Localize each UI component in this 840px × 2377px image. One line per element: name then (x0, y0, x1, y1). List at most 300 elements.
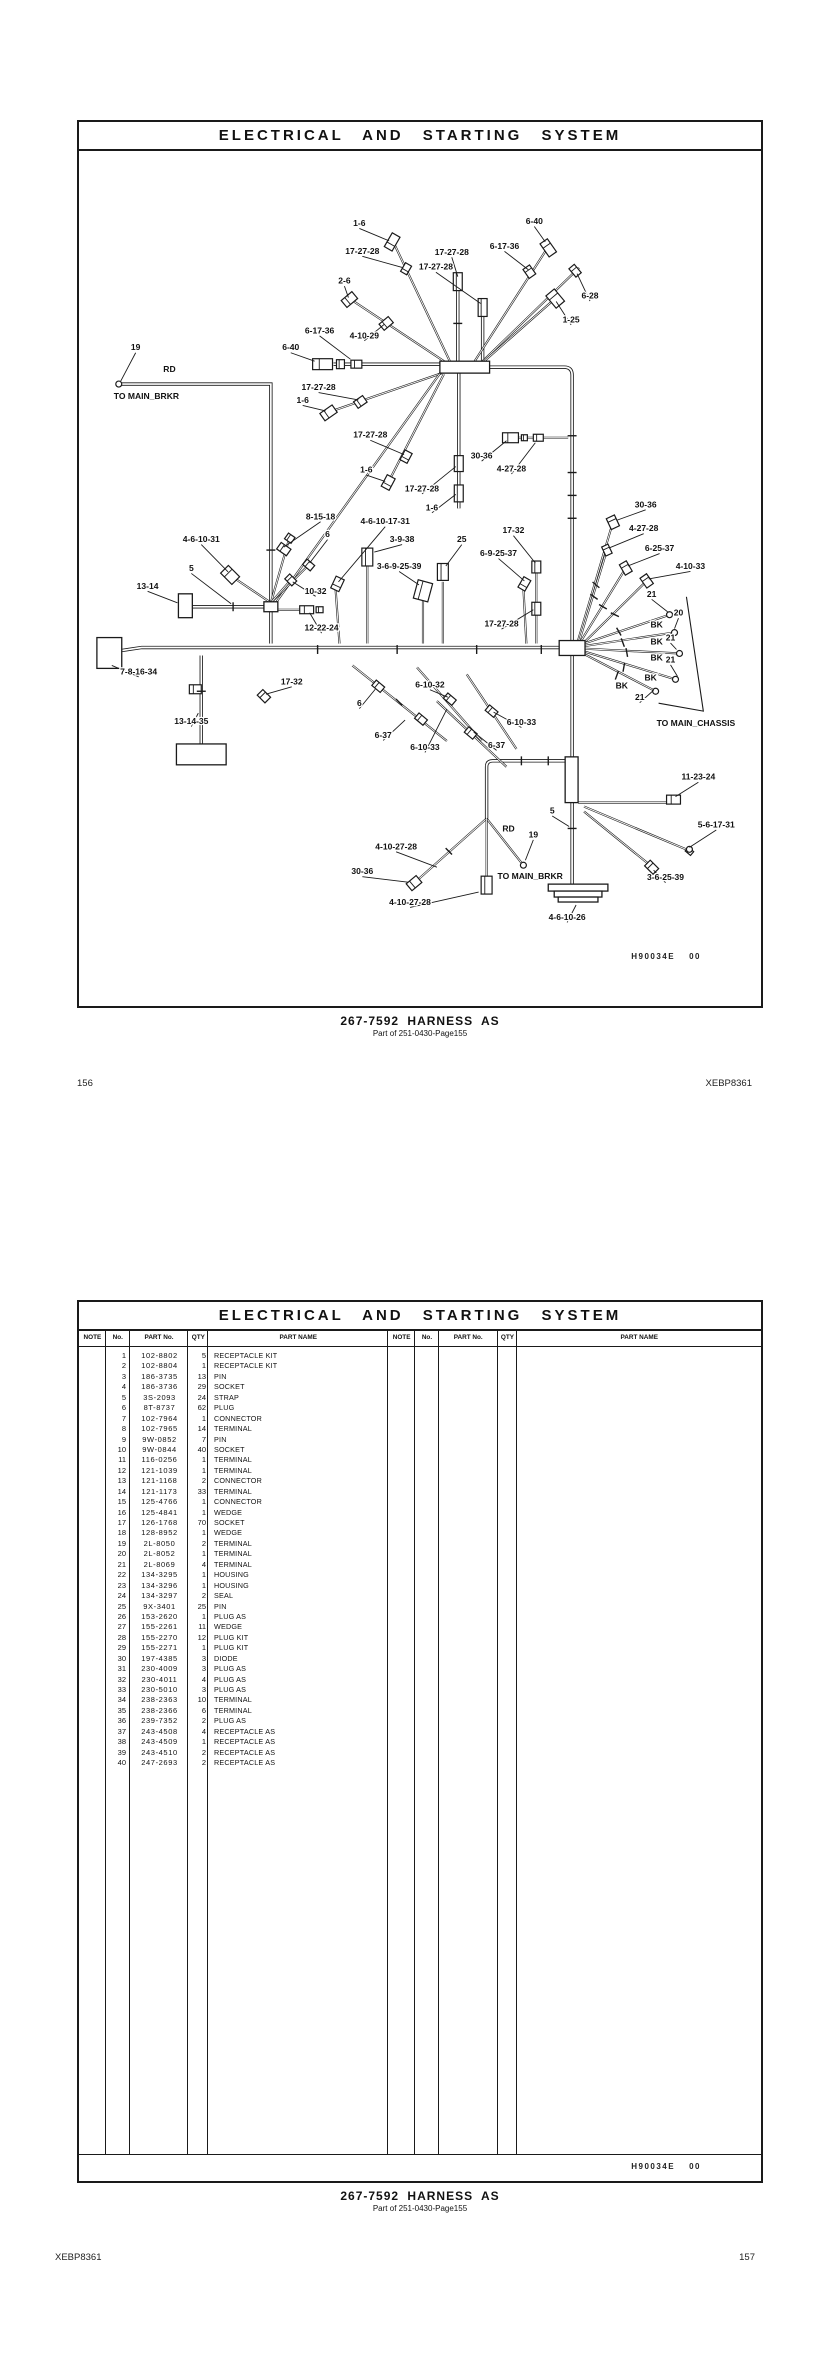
table-cell: PLUG KIT (214, 1632, 249, 1642)
column-header: QTY (191, 1334, 205, 1341)
table-cell: WEDGE (214, 1528, 243, 1538)
diagram-label: 17-32 (280, 676, 303, 687)
table-cell: 1 (201, 1455, 206, 1465)
table-cell: 34 (117, 1695, 126, 1705)
table-cell: 2 (201, 1538, 206, 1548)
table-cell: CONNECTOR (214, 1413, 262, 1423)
table-row (79, 1654, 761, 1664)
diagram-label: 30-36 (634, 499, 657, 510)
table-cell: 1 (201, 1361, 206, 1371)
diagram-label: 1-25 (562, 314, 580, 325)
table-cell: 11 (118, 1455, 126, 1465)
table-cell: 4 (121, 1382, 126, 1392)
diagram-label: 4-10-33 (675, 560, 706, 571)
table-cell (79, 1675, 106, 1685)
table-cell: 2 (201, 1591, 206, 1601)
table-row (79, 1466, 761, 1476)
table-cell: 24 (197, 1392, 206, 1402)
diagram-label: TO MAIN_BRKR (113, 390, 180, 401)
diagram-label: 1-6 (360, 464, 373, 475)
table-cell (79, 1455, 106, 1465)
table-cell: TERMINAL (214, 1705, 252, 1715)
table-cell: TERMINAL (214, 1465, 252, 1475)
table-cell (79, 1695, 106, 1705)
table-row (79, 1695, 761, 1705)
diagram-label: 19 (130, 342, 141, 353)
page1-caption (0, 1014, 840, 1038)
table-cell: 2L-8069 (143, 1559, 176, 1569)
table-row (79, 1351, 761, 1361)
table-cell: RECEPTACLE KIT (214, 1351, 278, 1360)
table-cell: 2 (201, 1747, 206, 1757)
table-cell (79, 1633, 106, 1643)
page2-caption-title: 267-7592 HARNESS AS (340, 2189, 500, 2203)
table-cell: PLUG (214, 1403, 235, 1413)
table-cell: TERMINAL (214, 1455, 252, 1465)
diagram-label: 17-27-28 (345, 245, 380, 256)
table-cell: WEDGE (214, 1622, 243, 1632)
sheet-code-value: H90034E (631, 2162, 676, 2171)
table-cell: CONNECTOR (214, 1497, 262, 1507)
table-cell: 1 (121, 1351, 126, 1360)
table-cell: 1 (201, 1549, 206, 1559)
column-header: NOTE (392, 1334, 411, 1341)
diagram-label: 13-14-35 (174, 716, 209, 727)
table-cell: SOCKET (214, 1518, 245, 1527)
table-cell: 1 (201, 1570, 206, 1580)
table-cell: 19 (117, 1538, 126, 1548)
table-cell: 2L-8052 (143, 1549, 176, 1559)
table-cell: STRAP (214, 1392, 239, 1402)
table-row (79, 1706, 761, 1716)
table-cell: 17 (117, 1518, 126, 1527)
table-cell: SEAL (214, 1591, 234, 1601)
diagram-label: 20 (673, 607, 684, 618)
column-header: NOTE (83, 1334, 102, 1341)
table-cell: SOCKET (214, 1444, 245, 1454)
column-header: No. (421, 1334, 433, 1341)
page1-doc-code: XEBP8361 (705, 1078, 752, 1089)
table-cell: WEDGE (214, 1507, 243, 1517)
table-row (79, 1560, 761, 1570)
table-cell: DIODE (214, 1653, 238, 1663)
table-cell: 153-2620 (141, 1611, 178, 1621)
table-row (79, 1675, 761, 1685)
table-row (79, 1528, 761, 1538)
table-cell: 186-3735 (141, 1371, 178, 1381)
column-header: PART No. (453, 1334, 483, 1341)
table-cell: 126-1768 (141, 1518, 178, 1527)
table-cell (79, 1549, 106, 1559)
table-cell: 36 (117, 1716, 126, 1726)
diagram-label: 4-6-10-31 (182, 534, 220, 545)
table-row (79, 1612, 761, 1622)
table-cell: CONNECTOR (214, 1476, 262, 1486)
table-cell: 102-7965 (141, 1424, 178, 1434)
diagram-label: 6-40 (525, 215, 543, 226)
diagram-label: TO MAIN_BRKR (497, 871, 563, 882)
table-cell: TERMINAL (214, 1549, 252, 1559)
table-cell (79, 1748, 106, 1758)
page1-caption-title: 267-7592 HARNESS AS (340, 1014, 500, 1028)
table-cell (79, 1497, 106, 1507)
table-cell (79, 1758, 106, 1768)
column-header: PART NAME (620, 1334, 658, 1341)
table-cell: 21 (117, 1559, 126, 1569)
table-cell: 12 (197, 1632, 206, 1642)
diagram-label: 17-27-28 (404, 483, 440, 494)
table-cell: 116-0256 (141, 1455, 178, 1465)
diagram-label: 19 (528, 829, 539, 840)
table-cell (79, 1622, 106, 1632)
table-row (79, 1622, 761, 1632)
diagram-label: 5 (188, 562, 194, 573)
table-cell: 230-4011 (141, 1674, 178, 1684)
diagram-label: 6-10-33 (506, 717, 537, 728)
table-row (79, 1476, 761, 1486)
table-cell (79, 1351, 106, 1361)
table-cell: 155-2261 (141, 1622, 178, 1632)
table-body (79, 1351, 761, 1769)
diagram-label: 6-9-25-37 (480, 548, 518, 559)
diagram-label: 21 (646, 588, 657, 599)
table-cell: 238-2363 (141, 1695, 178, 1705)
diagram-label: 17-32 (502, 525, 525, 536)
table-cell: RECEPTACLE AS (214, 1737, 276, 1747)
table-cell: 230-5010 (141, 1685, 178, 1694)
table-cell: PIN (214, 1371, 227, 1381)
table-row (79, 1435, 761, 1445)
table-cell: 1 (201, 1413, 206, 1423)
table-cell: 20 (117, 1549, 126, 1559)
table-cell: 247-2693 (141, 1758, 178, 1768)
table-cell: 134-3295 (141, 1570, 178, 1580)
diagram-label: 12-22-24 (304, 622, 339, 633)
table-cell: PLUG KIT (214, 1643, 249, 1653)
diagram-label: 3-6-9-25-39 (376, 560, 422, 571)
table-cell: 38 (117, 1737, 126, 1747)
table-row (79, 1508, 761, 1518)
table-cell (79, 1560, 106, 1570)
table-row (79, 1664, 761, 1674)
table-cell (79, 1685, 106, 1695)
table-cell: RECEPTACLE AS (214, 1747, 276, 1757)
table-cell (79, 1727, 106, 1737)
table-cell (79, 1414, 106, 1424)
parts-table (79, 1329, 761, 2155)
table-cell: TERMINAL (214, 1486, 252, 1496)
page2-caption-sub: Part of 251-0430-Page155 (372, 2204, 468, 2213)
page2-doc-code: XEBP8361 (55, 2252, 102, 2263)
table-cell: TERMINAL (214, 1424, 252, 1434)
table-cell: 230-4009 (141, 1664, 178, 1674)
table-cell (79, 1528, 106, 1538)
table-cell (79, 1706, 106, 1716)
table-row (79, 1685, 761, 1695)
table-cell (79, 1393, 106, 1403)
table-cell (79, 1466, 106, 1476)
table-cell (79, 1602, 106, 1612)
column-header: QTY (500, 1334, 515, 1341)
diagram-label: 17-27-28 (301, 382, 336, 393)
diagram-label: 4-10-29 (349, 330, 380, 341)
table-cell: HOUSING (214, 1570, 249, 1580)
table-cell: PIN (214, 1434, 227, 1444)
table-cell: 3 (201, 1685, 206, 1694)
table-row (79, 1455, 761, 1465)
table-cell: 243-4508 (141, 1726, 178, 1736)
table-row (79, 1570, 761, 1580)
table-cell (79, 1716, 106, 1726)
diagram-label: 17-27-28 (484, 618, 519, 629)
table-cell: TERMINAL (214, 1559, 252, 1569)
table-cell: 125-4766 (141, 1497, 178, 1507)
table-cell (79, 1435, 106, 1445)
table-cell: PLUG AS (214, 1685, 247, 1694)
table-cell: 197-4385 (141, 1653, 178, 1663)
table-cell: PLUG AS (214, 1716, 247, 1726)
diagram-label: BK (644, 672, 657, 683)
diagram-label: 4-27-28 (496, 463, 527, 474)
table-cell: 29 (117, 1643, 126, 1653)
sheet-code-value: H90034E (631, 952, 676, 961)
table-row (79, 1518, 761, 1528)
page2-sheet (77, 1300, 763, 2183)
diagram-label: 4-27-28 (628, 523, 659, 534)
diagram-label: 30-36 (351, 866, 374, 877)
table-cell: 6 (201, 1705, 206, 1715)
column-header: PART NAME (279, 1334, 317, 1341)
table-cell: 39 (117, 1747, 126, 1757)
table-cell (79, 1445, 106, 1455)
diagram-label: 25 (457, 534, 467, 545)
table-cell: 125-4841 (141, 1507, 178, 1517)
diagram-label: 6-37 (374, 729, 392, 740)
table-row (79, 1539, 761, 1549)
column-header: PART No. (144, 1334, 174, 1341)
table-cell: 121-1173 (141, 1486, 178, 1496)
table-cell (79, 1591, 106, 1601)
table-row (79, 1591, 761, 1601)
table-row (79, 1602, 761, 1612)
table-cell: 28 (117, 1632, 126, 1642)
table-cell: 3 (201, 1653, 206, 1663)
table-cell: 121-1168 (141, 1476, 178, 1486)
diagram-label: 6-25-37 (644, 543, 675, 554)
table-cell: PLUG AS (214, 1674, 247, 1684)
diagram-label: 1-6 (296, 394, 309, 405)
diagram-label: 5-6-17-31 (697, 819, 735, 830)
table-cell: 1 (201, 1465, 206, 1475)
page1-caption-sub: Part of 251-0430-Page155 (372, 1029, 468, 1038)
table-cell (79, 1424, 106, 1434)
table-cell: 70 (197, 1518, 206, 1527)
diagram-label: 4-10-27-28 (375, 841, 418, 852)
table-cell: 121-1039 (141, 1465, 178, 1475)
diagram-label: 2-6 (338, 275, 351, 286)
table-cell: 40 (117, 1758, 126, 1768)
table-cell: TERMINAL (214, 1538, 252, 1548)
table-cell (79, 1643, 106, 1653)
table-cell (79, 1570, 106, 1580)
table-cell: 7 (201, 1434, 206, 1444)
table-cell: 134-3296 (141, 1580, 178, 1590)
diagram-label: 1-6 (353, 217, 366, 228)
table-cell: 1 (201, 1643, 206, 1653)
table-cell: HOUSING (214, 1580, 249, 1590)
table-row (79, 1372, 761, 1382)
sheet-rev-value: 00 (689, 952, 701, 961)
table-cell: 62 (197, 1403, 206, 1413)
diagram-label: 17-27-28 (353, 429, 388, 440)
table-cell: RECEPTACLE KIT (214, 1361, 278, 1371)
diagram-label: 10-32 (304, 585, 327, 596)
table-cell: 9 (121, 1434, 126, 1444)
table-cell: 37 (117, 1726, 126, 1736)
table-cell: 9W-0844 (142, 1444, 177, 1454)
table-cell: RECEPTACLE AS (214, 1726, 276, 1736)
diagram-label: 6-10-32 (415, 679, 445, 690)
table-cell: 1 (201, 1580, 206, 1590)
table-cell (79, 1372, 106, 1382)
table-row (79, 1737, 761, 1747)
table-cell: 40 (197, 1444, 206, 1454)
table-cell: 6 (121, 1403, 126, 1413)
table-cell: 2 (201, 1476, 206, 1486)
table-cell: PLUG AS (214, 1664, 247, 1674)
diagram-label: 13-14 (136, 580, 159, 591)
table-cell: 5 (121, 1392, 126, 1402)
table-cell: 16 (117, 1507, 126, 1517)
table-cell: 102-7964 (141, 1413, 178, 1423)
table-row (79, 1716, 761, 1726)
table-cell: 33 (197, 1486, 206, 1496)
table-cell: 9X-3401 (143, 1601, 176, 1611)
table-cell: 10 (117, 1444, 126, 1454)
table-cell (79, 1487, 106, 1497)
table-cell: 32 (117, 1674, 126, 1684)
table-cell: 35 (117, 1705, 126, 1715)
table-cell (79, 1612, 106, 1622)
table-row (79, 1758, 761, 1768)
diagram-label: 21 (665, 632, 676, 643)
table-row (79, 1445, 761, 1455)
table-cell: SOCKET (214, 1382, 245, 1392)
table-cell: PIN (214, 1601, 227, 1611)
table-cell: 12 (117, 1465, 126, 1475)
table-cell: 3 (121, 1371, 126, 1381)
diagram-label: 1-6 (425, 502, 439, 513)
diagram-label: BK (650, 619, 663, 630)
page2-caption (0, 2189, 840, 2213)
diagram-label: 21 (634, 692, 645, 703)
table-cell: 128-8952 (141, 1528, 178, 1538)
table-cell: 30 (117, 1653, 126, 1663)
table-cell: 134-3297 (141, 1591, 178, 1601)
table-cell (79, 1737, 106, 1747)
table-cell (79, 1476, 106, 1486)
table-cell: 238-2366 (141, 1705, 178, 1715)
diagram-label: 4-6-10-17-31 (360, 516, 410, 527)
table-cell: 2 (201, 1758, 206, 1768)
table-cell: 102-8802 (141, 1351, 178, 1360)
table-cell: 239-7352 (141, 1716, 178, 1726)
page2-sheet-code (631, 2162, 701, 2171)
table-cell: 2 (201, 1716, 206, 1726)
table-cell: 15 (117, 1497, 126, 1507)
diagram-label: 3-9-38 (389, 534, 415, 545)
diagram-label: 8-15-18 (305, 511, 336, 522)
diagram-label: 6-17-36 (489, 240, 520, 251)
table-cell: 14 (117, 1486, 126, 1496)
diagram-label: 11-23-24 (681, 771, 716, 782)
table-row (79, 1643, 761, 1653)
page1-sheet (77, 120, 763, 1008)
table-cell: 1 (201, 1528, 206, 1538)
table-cell: 31 (117, 1664, 126, 1674)
table-cell: 23 (117, 1580, 126, 1590)
page1-sheet-code (631, 952, 701, 961)
table-cell: 9W-0852 (142, 1434, 177, 1444)
table-cell: 8 (121, 1424, 126, 1434)
table-cell: 3S-2093 (143, 1392, 176, 1402)
table-cell: 27 (117, 1622, 126, 1632)
diagram-label: RD (502, 823, 515, 834)
table-cell: 25 (197, 1601, 206, 1611)
table-cell: 4 (201, 1726, 206, 1736)
table-row (79, 1487, 761, 1497)
table-cell: 18 (117, 1528, 126, 1538)
diagram-label: 4-10-27-28 (389, 897, 431, 907)
table-cell: 3 (201, 1664, 206, 1674)
table-row (79, 1403, 761, 1413)
table-cell (79, 1518, 106, 1528)
table-cell: 1 (201, 1737, 206, 1747)
table-cell: 33 (117, 1685, 126, 1694)
diagram-label: 4-6-10-26 (548, 911, 586, 922)
table-cell: 2L-8050 (143, 1538, 176, 1548)
diagram-label: TO MAIN_CHASSIS (656, 718, 736, 729)
diagram-label: 5 (549, 805, 555, 816)
table-row (79, 1424, 761, 1434)
diagram-label: 6 (325, 529, 330, 540)
table-cell: 5 (201, 1351, 206, 1360)
table-cell: 155-2271 (141, 1643, 178, 1653)
table-cell (79, 1403, 106, 1413)
table-cell: 11 (198, 1622, 206, 1632)
table-cell: 1 (201, 1611, 206, 1621)
table-row (79, 1727, 761, 1737)
table-row (79, 1581, 761, 1591)
table-cell: 26 (117, 1611, 126, 1621)
page1-number: 156 (77, 1078, 93, 1089)
diagram-label: BK (650, 636, 663, 647)
table-row (79, 1382, 761, 1392)
table-cell: 243-4509 (141, 1737, 178, 1747)
diagram-label: RD (163, 364, 176, 375)
table-cell: 10 (197, 1695, 206, 1705)
diagram-label: 7-8-16-34 (120, 666, 158, 677)
diagram-label: 30-36 (470, 450, 493, 461)
table-row (79, 1497, 761, 1507)
diagram-label: 6-17-36 (304, 325, 335, 336)
table-row (79, 1633, 761, 1643)
table-cell (79, 1382, 106, 1392)
diagram-label: 3-6-25-39 (647, 872, 685, 883)
page2-title: ELECTRICAL AND STARTING SYSTEM (79, 1302, 761, 1331)
table-cell: PLUG AS (214, 1611, 247, 1621)
table-cell: 186-3736 (141, 1382, 178, 1392)
